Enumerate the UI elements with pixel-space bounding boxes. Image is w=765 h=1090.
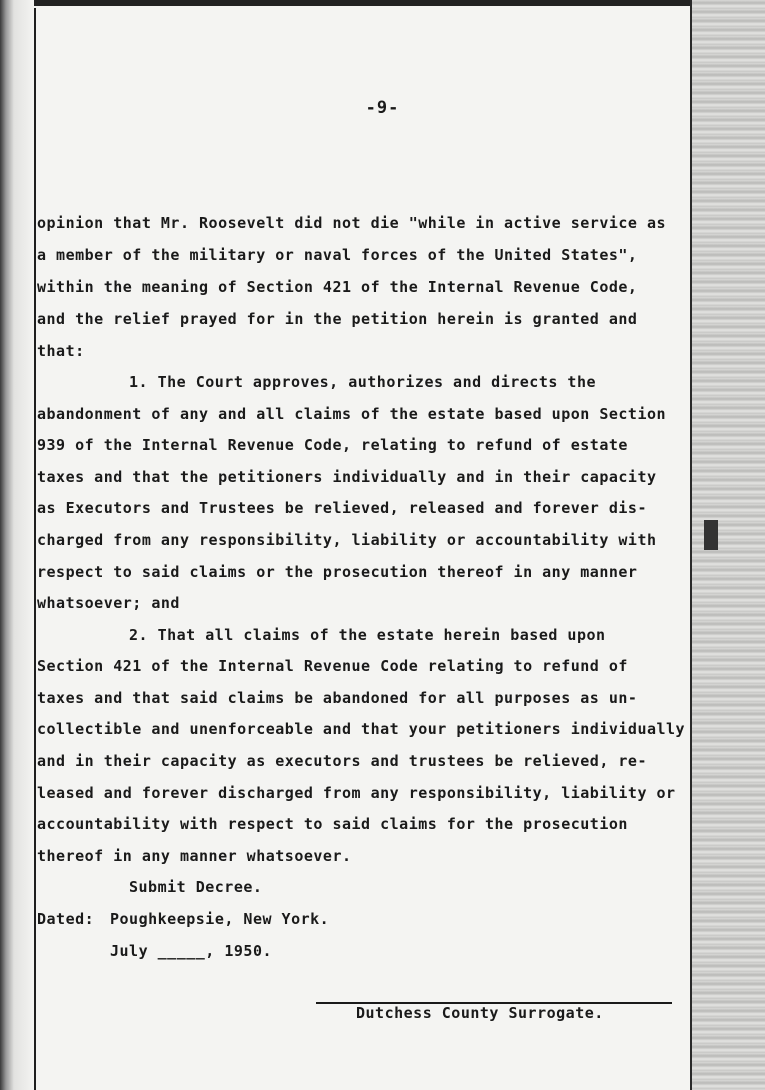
- page-right-border: [690, 0, 692, 1090]
- body-line: within the meaning of Section 421 of the Internal Revenue Code,: [37, 278, 638, 296]
- body-line: that:: [37, 342, 85, 360]
- body-line: taxes and that the petitioners individually and in their capacity: [37, 468, 657, 486]
- scan-right-edge-mark: [704, 520, 718, 550]
- body-line: charged from any responsibility, liability or accountability with: [37, 531, 657, 549]
- paragraph-1-start: 1. The Court approves, authorizes and directs the: [129, 373, 597, 391]
- body-line: leased and forever discharged from any responsibility, liability or: [37, 784, 676, 802]
- body-line: and the relief prayed for in the petition herein is granted and: [37, 310, 638, 328]
- paragraph-2-start: 2. That all claims of the estate herein based upon: [129, 626, 606, 644]
- body-line: accountability with respect to said claims for the prosecution: [37, 815, 628, 833]
- dated-place: Poughkeepsie, New York.: [110, 910, 330, 928]
- body-line: 939 of the Internal Revenue Code, relating to refund of estate: [37, 436, 628, 454]
- body-line: respect to said claims or the prosecution thereof in any manner: [37, 563, 638, 581]
- body-line: thereof in any manner whatsoever.: [37, 847, 352, 865]
- body-line: taxes and that said claims be abandoned for all purposes as un-: [37, 689, 638, 707]
- dated-label: Dated:: [37, 910, 95, 928]
- page-number: -9-: [365, 98, 400, 118]
- date-line: July _____, 1950.: [110, 942, 273, 960]
- body-line: a member of the military or naval forces of the United States",: [37, 246, 638, 264]
- body-line: as Executors and Trustees be relieved, released and forever dis-: [37, 499, 647, 517]
- body-line: opinion that Mr. Roosevelt did not die "while in active service as: [37, 214, 667, 232]
- scan-left-shadow: [0, 0, 34, 1090]
- body-line: whatsoever; and: [37, 594, 180, 612]
- body-line: Section 421 of the Internal Revenue Code relating to refund of: [37, 657, 628, 675]
- body-line: abandonment of any and all claims of the estate based upon Section: [37, 405, 667, 423]
- body-line: collectible and unenforceable and that your petitioners individually: [37, 720, 686, 738]
- page-left-border: [34, 8, 36, 1090]
- body-line: and in their capacity as executors and trustees be relieved, re-: [37, 752, 647, 770]
- scan-top-edge: [0, 0, 765, 6]
- submit-decree: Submit Decree.: [129, 878, 263, 896]
- signature-label: Dutchess County Surrogate.: [356, 1004, 604, 1022]
- scan-right-edge: [692, 0, 765, 1090]
